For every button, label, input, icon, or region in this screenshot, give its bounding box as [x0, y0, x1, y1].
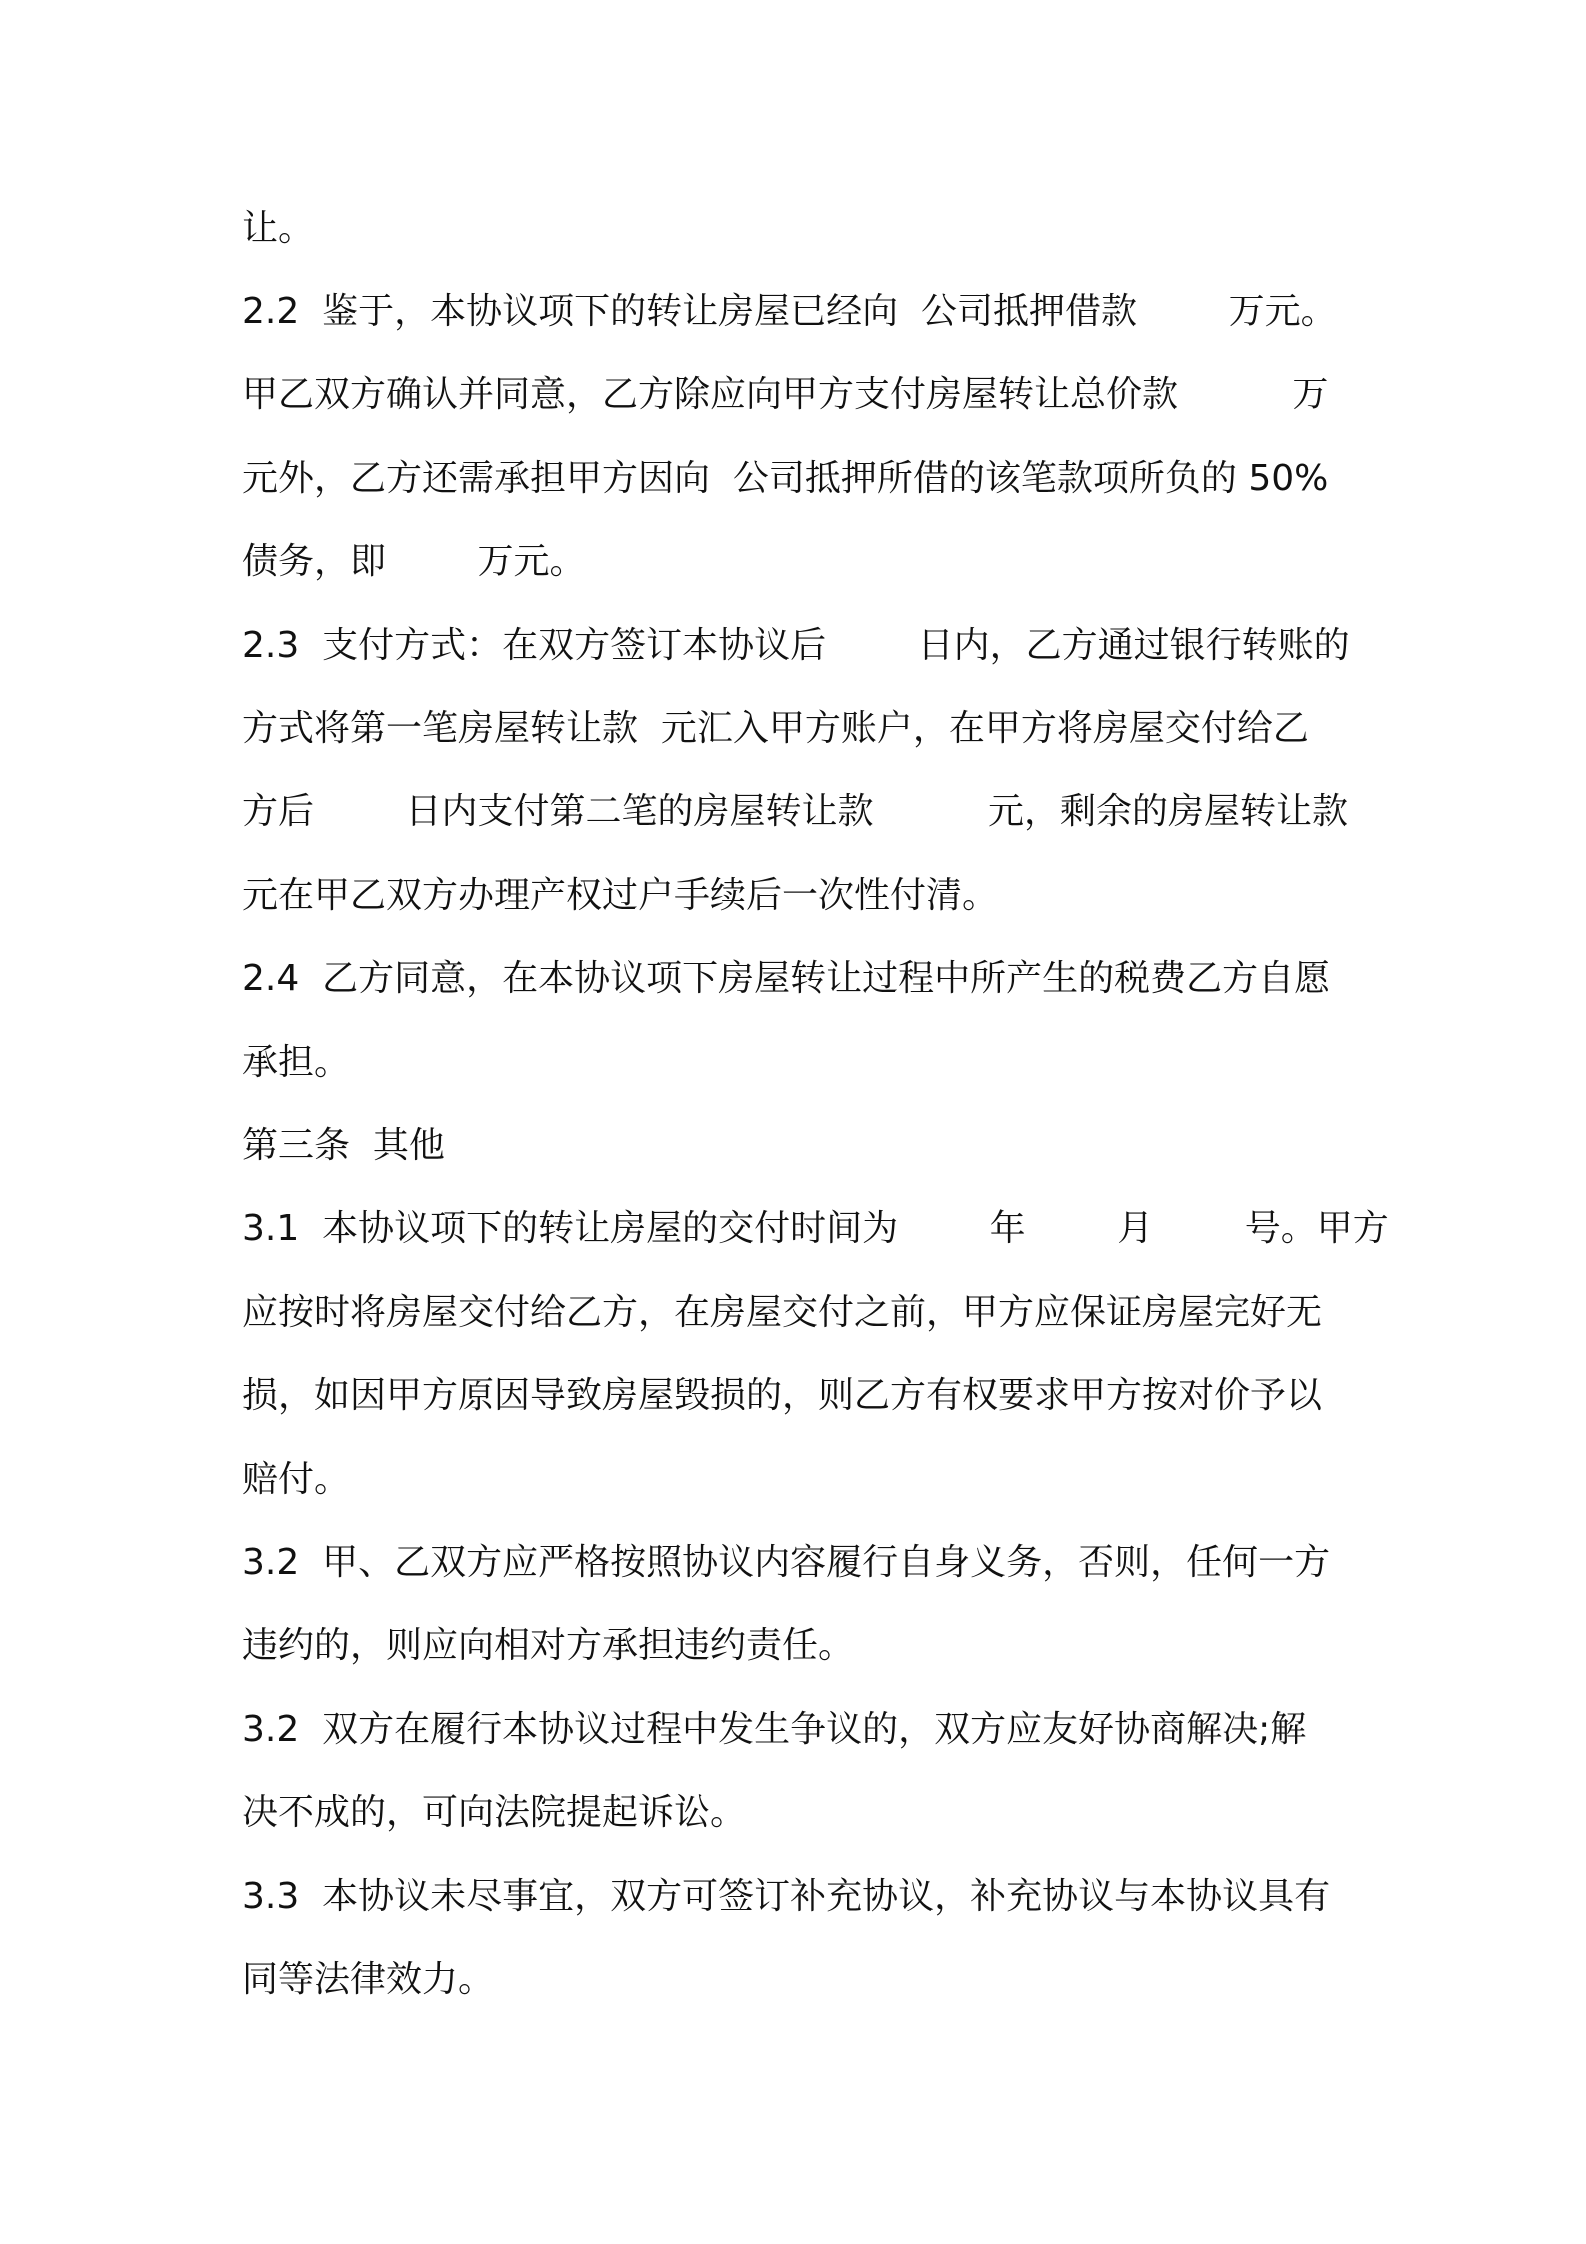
- text-line: 让。: [242, 208, 315, 249]
- text-line: 2.2 鉴于，本协议项下的转让房屋已经向 公司抵押借款 万元。: [242, 291, 1337, 332]
- text-line: 甲乙双方确认并同意，乙方除应向甲方支付房屋转让总价款 万: [242, 374, 1329, 415]
- text-line: 债务，即 万元。: [242, 541, 586, 582]
- text-line: 3.1 本协议项下的转让房屋的交付时间为 年 月 号。甲方: [242, 1208, 1389, 1249]
- text-line: 元外，乙方还需承担甲方因向 公司抵押所借的该笔款项所负的 50%: [242, 458, 1329, 499]
- text-line: 违约的，则应向相对方承担违约责任。: [242, 1625, 855, 1666]
- text-line: 方后 日内支付第二笔的房屋转让款 元，剩余的房屋转让款: [242, 791, 1348, 832]
- text-line: 2.4 乙方同意，在本协议项下房屋转让过程中所产生的税费乙方自愿: [242, 958, 1331, 999]
- text-line: 决不成的，可向法院提起诉讼。: [242, 1792, 747, 1833]
- text-line: 应按时将房屋交付给乙方，在房屋交付之前，甲方应保证房屋完好无: [242, 1292, 1323, 1333]
- text-line: 方式将第一笔房屋转让款 元汇入甲方账户，在甲方将房屋交付给乙: [242, 708, 1309, 749]
- text-line: 3.2 甲、乙双方应严格按照协议内容履行自身义务，否则，任何一方: [242, 1542, 1331, 1583]
- text-line: 承担。: [242, 1042, 351, 1083]
- text-line: 3.3 本协议未尽事宜，双方可签订补充协议，补充协议与本协议具有: [242, 1876, 1331, 1917]
- text-line: 3.2 双方在履行本协议过程中发生争议的，双方应友好协商解决;解: [242, 1709, 1307, 1750]
- text-line: 损，如因甲方原因导致房屋毁损的，则乙方有权要求甲方按对价予以: [242, 1375, 1323, 1416]
- text-line: 同等法律效力。: [242, 1959, 495, 2000]
- text-line: 赔付。: [242, 1459, 351, 1500]
- text-line: 2.3 支付方式：在双方签订本协议后 日内，乙方通过银行转账的: [242, 625, 1350, 666]
- text-line: 元在甲乙双方办理产权过户手续后一次性付清。: [242, 875, 999, 916]
- section-heading: 第三条 其他: [242, 1125, 445, 1166]
